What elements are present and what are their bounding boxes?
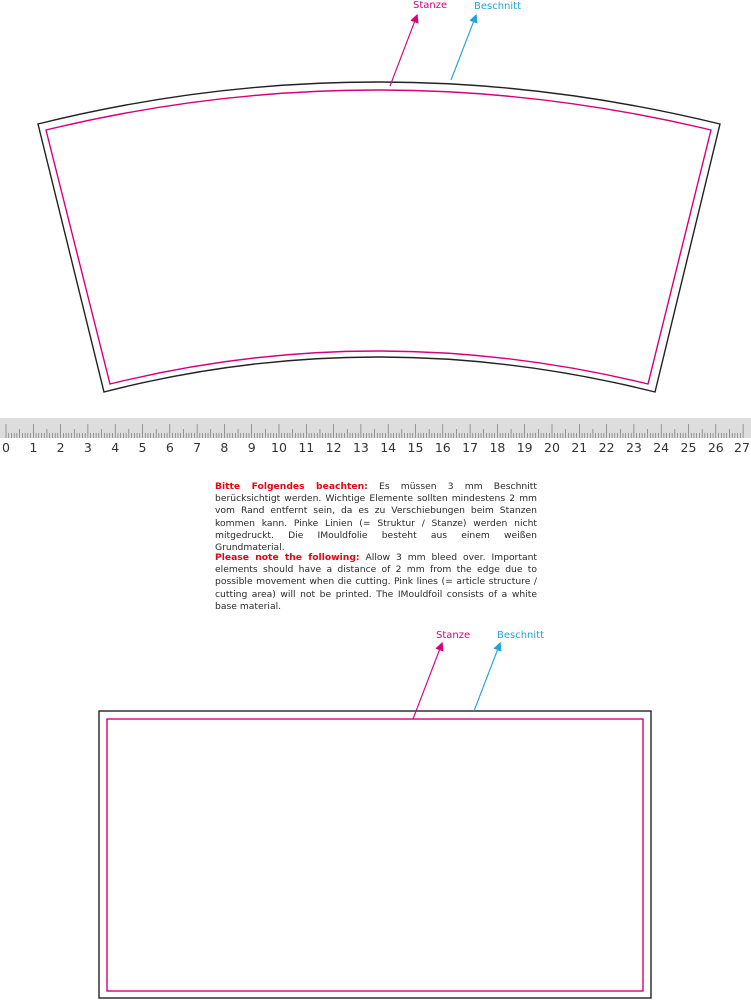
stanze-arrow: [390, 18, 416, 86]
ruler-label: 5: [138, 440, 147, 455]
stanze-label-top: Stanze: [413, 0, 448, 11]
beschnitt-arrow-bottom: [474, 646, 499, 711]
ruler-label: 3: [83, 440, 92, 455]
ruler-label: 24: [653, 440, 670, 455]
english-note-text: Allow 3 mm bleed over. Important elements should have a distance of 2 mm from the edge due to possible movement when die cutting. Pink lines (= article structure / cutting area) will not be printed. The IMouldfoil consists of a white base material.: [215, 552, 537, 612]
beschnitt-outline: [38, 82, 720, 392]
ruler-label: 15: [407, 440, 424, 455]
stanze-label-bottom: Stanze: [436, 630, 471, 641]
ruler-label: 14: [380, 440, 397, 455]
ruler-label: 18: [489, 440, 506, 455]
rectangular-template: [0, 620, 751, 1000]
beschnitt-outline-rect: [99, 711, 651, 998]
ruler-label: 9: [247, 440, 256, 455]
ruler-label: 27: [734, 440, 750, 455]
ruler-label: 7: [193, 440, 202, 455]
ruler-label: 22: [598, 440, 615, 455]
ruler-label: 17: [462, 440, 479, 455]
ruler-label: 1: [29, 440, 38, 455]
english-note-heading: Please note the following:: [215, 552, 360, 563]
german-note-heading: Bitte Folgendes beachten:: [215, 481, 368, 492]
german-note: [215, 481, 537, 554]
beschnitt-label-top: Beschnitt: [474, 1, 522, 12]
ruler-label: 23: [625, 440, 642, 455]
ruler-label: 16: [434, 440, 451, 455]
beschnitt-arrow: [451, 18, 475, 80]
ruler-label: 11: [298, 440, 315, 455]
ruler-label: 20: [544, 440, 560, 455]
ruler-label: 4: [111, 440, 120, 455]
stanze-outline-rect: [107, 719, 643, 991]
ruler: [0, 418, 751, 456]
ruler-label: 10: [271, 440, 287, 455]
ruler-label: 13: [352, 440, 369, 455]
ruler-label: 21: [571, 440, 588, 455]
beschnitt-label-bottom: Beschnitt: [497, 630, 545, 641]
ruler-label: 6: [165, 440, 174, 455]
ruler-label: 25: [680, 440, 697, 455]
english-note: [215, 552, 537, 613]
german-note-text: Es müssen 3 mm Beschnitt berücksichtigt werden. Wichtige Elemente sollten mindestens 2 mm vom Rand entfernt sein, da es zu Verschiebungen beim Stanzen kommen kann. Pinke Linien (= Struktur / Stanze) werden nicht mitgedruckt. Die IMouldfolie besteht aus einem weißen Grundmaterial.: [215, 481, 537, 554]
curved-template: [0, 0, 751, 400]
ruler-label: 12: [325, 440, 342, 455]
ruler-label: 26: [707, 440, 724, 455]
ruler-label: 8: [220, 440, 229, 455]
stanze-outline: [46, 90, 711, 384]
ruler-label: 19: [516, 440, 533, 455]
ruler-label: 0: [2, 440, 10, 455]
ruler-label: 2: [56, 440, 65, 455]
stanze-arrow-bottom: [413, 646, 441, 719]
